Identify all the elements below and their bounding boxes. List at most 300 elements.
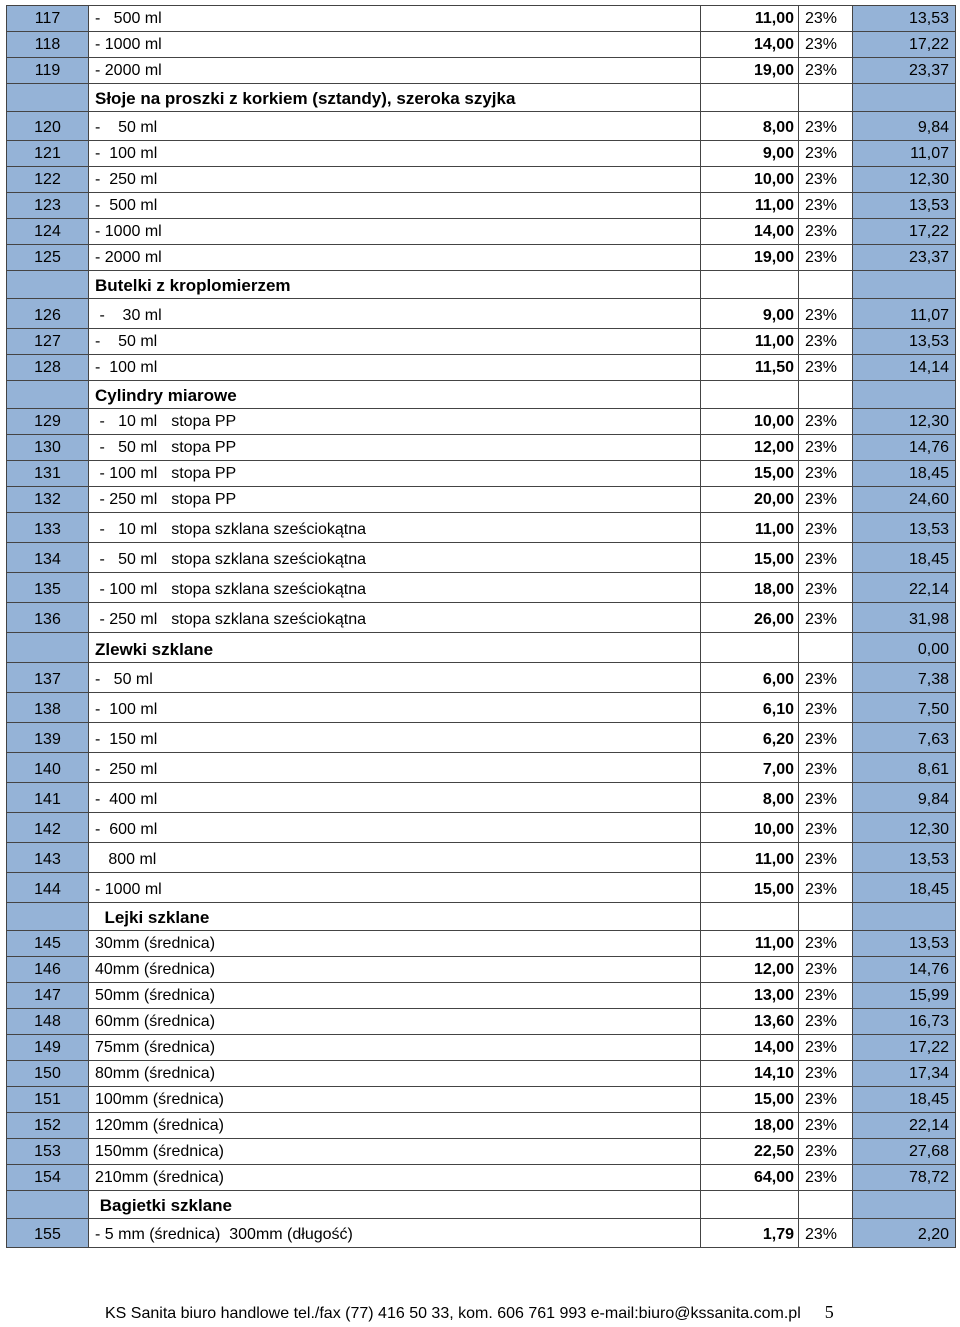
- vat-rate-cell: 23%: [799, 487, 853, 513]
- gross-price-cell: 17,22: [853, 1035, 956, 1061]
- description-cell: [89, 329, 701, 355]
- gross-price-cell: 16,73: [853, 1009, 956, 1035]
- description-text: 150mm (średnica): [95, 1143, 224, 1160]
- category-title: [89, 84, 701, 112]
- net-price-cell: 10,00: [701, 167, 799, 193]
- item-number-cell: 149: [7, 1035, 89, 1061]
- vat-rate-cell: [799, 633, 853, 663]
- table-row: [7, 1165, 956, 1191]
- net-price-cell: 12,00: [701, 435, 799, 461]
- vat-rate-cell: [799, 903, 853, 931]
- price-table: [6, 5, 956, 1248]
- table-row: [7, 753, 956, 783]
- description-text: Butelki z kroplomierzem: [95, 276, 291, 295]
- vat-rate-cell: 23%: [799, 329, 853, 355]
- vat-rate-cell: 23%: [799, 813, 853, 843]
- vat-rate-cell: 23%: [799, 299, 853, 329]
- item-number-cell: [7, 84, 89, 112]
- table-row: [7, 1113, 956, 1139]
- description-cell: [89, 487, 701, 513]
- net-price-cell: [701, 381, 799, 409]
- table-row: [7, 1219, 956, 1248]
- net-price-cell: 14,00: [701, 1035, 799, 1061]
- table-row: [7, 1035, 956, 1061]
- category-row: [7, 84, 956, 112]
- description-cell: [89, 957, 701, 983]
- vat-rate-cell: 23%: [799, 983, 853, 1009]
- description-text: - 150 ml: [95, 731, 158, 748]
- description-cell: [89, 141, 701, 167]
- table-row: [7, 723, 956, 753]
- description-cell: [89, 409, 701, 435]
- gross-price-cell: 18,45: [853, 873, 956, 903]
- table-row: [7, 513, 956, 543]
- gross-price-cell: 23,37: [853, 245, 956, 271]
- gross-price-cell: 14,76: [853, 435, 956, 461]
- gross-price-cell: 13,53: [853, 513, 956, 543]
- gross-price-cell: 18,45: [853, 461, 956, 487]
- table-row: [7, 813, 956, 843]
- table-row: [7, 603, 956, 633]
- description-cell: [89, 355, 701, 381]
- vat-rate-cell: 23%: [799, 723, 853, 753]
- net-price-cell: 8,00: [701, 112, 799, 141]
- item-number-cell: 141: [7, 783, 89, 813]
- net-price-cell: 19,00: [701, 245, 799, 271]
- vat-rate-cell: 23%: [799, 1009, 853, 1035]
- description-text: - 250 ml: [95, 611, 158, 628]
- gross-price-cell: 9,84: [853, 112, 956, 141]
- description-text: Cylindry miarowe: [95, 386, 237, 405]
- net-price-cell: [701, 903, 799, 931]
- gross-price-cell: 13,53: [853, 6, 956, 32]
- gross-price-cell: 12,30: [853, 167, 956, 193]
- description-cell: [89, 603, 701, 633]
- vat-rate-cell: 23%: [799, 245, 853, 271]
- description-text: - 500 ml: [95, 197, 158, 214]
- item-number-cell: 138: [7, 693, 89, 723]
- gross-price-cell: 7,50: [853, 693, 956, 723]
- item-number-cell: 140: [7, 753, 89, 783]
- vat-rate-cell: 23%: [799, 1165, 853, 1191]
- net-price-cell: 22,50: [701, 1139, 799, 1165]
- category-title: [89, 633, 701, 663]
- footer-contact-text: KS Sanita biuro handlowe tel./fax (77) 416 50 33, kom. 606 761 993 e-mail:biuro@kssanita.com.pl: [105, 1305, 801, 1322]
- vat-rate-cell: 23%: [799, 873, 853, 903]
- gross-price-cell: 17,22: [853, 32, 956, 58]
- description-text: - 1000 ml: [95, 223, 162, 240]
- vat-rate-cell: 23%: [799, 1113, 853, 1139]
- table-row: [7, 409, 956, 435]
- net-price-cell: 11,00: [701, 6, 799, 32]
- gross-price-cell: 8,61: [853, 753, 956, 783]
- net-price-cell: 6,20: [701, 723, 799, 753]
- gross-price-cell: 11,07: [853, 141, 956, 167]
- item-number-cell: 145: [7, 931, 89, 957]
- net-price-cell: 8,00: [701, 783, 799, 813]
- description-cell: [89, 1061, 701, 1087]
- gross-price-cell: 24,60: [853, 487, 956, 513]
- description-cell: [89, 783, 701, 813]
- description-cell: [89, 219, 701, 245]
- table-row: [7, 783, 956, 813]
- net-price-cell: 19,00: [701, 58, 799, 84]
- item-number-cell: [7, 381, 89, 409]
- vat-rate-cell: 23%: [799, 409, 853, 435]
- table-row: [7, 663, 956, 693]
- vat-rate-cell: [799, 271, 853, 299]
- item-number-cell: 142: [7, 813, 89, 843]
- description-cell: [89, 1035, 701, 1061]
- vat-rate-cell: 23%: [799, 1035, 853, 1061]
- description-text: - 50 ml: [95, 333, 158, 350]
- description-cell: [89, 983, 701, 1009]
- description-text: 75mm (średnica): [95, 1039, 216, 1056]
- category-row: [7, 903, 956, 931]
- net-price-cell: 7,00: [701, 753, 799, 783]
- table-row: [7, 245, 956, 271]
- description-text: - 10 ml: [95, 521, 158, 538]
- vat-rate-cell: 23%: [799, 543, 853, 573]
- base-type-text: stopa szklana sześciokątna: [171, 611, 367, 628]
- gross-price-cell: 17,34: [853, 1061, 956, 1087]
- description-text: - 5 mm (średnica) 300mm (długość): [95, 1226, 353, 1243]
- table-row: [7, 6, 956, 32]
- description-text: - 250 ml: [95, 761, 158, 778]
- page-number: 5: [824, 1302, 834, 1322]
- vat-rate-cell: 23%: [799, 843, 853, 873]
- vat-rate-cell: 23%: [799, 753, 853, 783]
- description-cell: [89, 1219, 701, 1248]
- net-price-cell: 15,00: [701, 873, 799, 903]
- table-row: [7, 112, 956, 141]
- description-cell: [89, 1087, 701, 1113]
- vat-rate-cell: 23%: [799, 219, 853, 245]
- item-number-cell: 147: [7, 983, 89, 1009]
- gross-price-cell: [853, 1191, 956, 1219]
- description-cell: [89, 931, 701, 957]
- page-footer: [105, 1302, 834, 1323]
- description-text: 40mm (średnica): [95, 961, 216, 978]
- table-row: [7, 1139, 956, 1165]
- gross-price-cell: 13,53: [853, 843, 956, 873]
- table-row: [7, 58, 956, 84]
- gross-price-cell: 17,22: [853, 219, 956, 245]
- gross-price-cell: 18,45: [853, 1087, 956, 1113]
- description-text: 100mm (średnica): [95, 1091, 224, 1108]
- gross-price-cell: 18,45: [853, 543, 956, 573]
- description-text: - 50 ml: [95, 671, 153, 688]
- item-number-cell: 139: [7, 723, 89, 753]
- gross-price-cell: 7,38: [853, 663, 956, 693]
- net-price-cell: 10,00: [701, 813, 799, 843]
- table-row: [7, 573, 956, 603]
- item-number-cell: 129: [7, 409, 89, 435]
- gross-price-cell: 22,14: [853, 1113, 956, 1139]
- net-price-cell: 13,60: [701, 1009, 799, 1035]
- net-price-cell: 1,79: [701, 1219, 799, 1248]
- net-price-cell: 11,00: [701, 193, 799, 219]
- gross-price-cell: 78,72: [853, 1165, 956, 1191]
- net-price-cell: 11,00: [701, 931, 799, 957]
- gross-price-cell: [853, 84, 956, 112]
- item-number-cell: 154: [7, 1165, 89, 1191]
- item-number-cell: 155: [7, 1219, 89, 1248]
- table-row: [7, 167, 956, 193]
- description-cell: [89, 461, 701, 487]
- item-number-cell: [7, 633, 89, 663]
- gross-price-cell: 27,68: [853, 1139, 956, 1165]
- net-price-cell: 13,00: [701, 983, 799, 1009]
- table-row: [7, 193, 956, 219]
- gross-price-cell: 11,07: [853, 299, 956, 329]
- table-row: [7, 487, 956, 513]
- net-price-cell: 9,00: [701, 141, 799, 167]
- vat-rate-cell: 23%: [799, 167, 853, 193]
- description-cell: [89, 693, 701, 723]
- item-number-cell: 136: [7, 603, 89, 633]
- net-price-cell: 26,00: [701, 603, 799, 633]
- vat-rate-cell: 23%: [799, 435, 853, 461]
- item-number-cell: [7, 271, 89, 299]
- net-price-cell: [701, 84, 799, 112]
- net-price-cell: 14,00: [701, 32, 799, 58]
- vat-rate-cell: 23%: [799, 957, 853, 983]
- description-text: - 2000 ml: [95, 62, 162, 79]
- description-cell: [89, 873, 701, 903]
- net-price-cell: [701, 633, 799, 663]
- description-cell: [89, 435, 701, 461]
- item-number-cell: 153: [7, 1139, 89, 1165]
- vat-rate-cell: 23%: [799, 1139, 853, 1165]
- item-number-cell: 127: [7, 329, 89, 355]
- table-row: [7, 1087, 956, 1113]
- gross-price-cell: [853, 271, 956, 299]
- base-type-text: stopa PP: [171, 465, 237, 482]
- description-text: 30mm (średnica): [95, 935, 216, 952]
- description-cell: [89, 58, 701, 84]
- description-text: 60mm (średnica): [95, 1013, 216, 1030]
- net-price-cell: 15,00: [701, 1087, 799, 1113]
- description-cell: [89, 193, 701, 219]
- gross-price-cell: 13,53: [853, 931, 956, 957]
- description-text: Słoje na proszki z korkiem (sztandy), szeroka szyjka: [95, 89, 516, 108]
- description-text: - 1000 ml: [95, 36, 162, 53]
- description-cell: [89, 112, 701, 141]
- description-cell: [89, 32, 701, 58]
- vat-rate-cell: 23%: [799, 1087, 853, 1113]
- description-cell: [89, 513, 701, 543]
- vat-rate-cell: 23%: [799, 58, 853, 84]
- table-row: [7, 435, 956, 461]
- item-number-cell: 151: [7, 1087, 89, 1113]
- vat-rate-cell: [799, 84, 853, 112]
- description-cell: [89, 843, 701, 873]
- gross-price-cell: 23,37: [853, 58, 956, 84]
- item-number-cell: 123: [7, 193, 89, 219]
- net-price-cell: 11,50: [701, 355, 799, 381]
- net-price-cell: [701, 271, 799, 299]
- item-number-cell: 122: [7, 167, 89, 193]
- description-cell: [89, 1165, 701, 1191]
- net-price-cell: 15,00: [701, 543, 799, 573]
- item-number-cell: 135: [7, 573, 89, 603]
- net-price-cell: 64,00: [701, 1165, 799, 1191]
- category-title: [89, 381, 701, 409]
- category-row: [7, 1191, 956, 1219]
- vat-rate-cell: 23%: [799, 193, 853, 219]
- table-row: [7, 141, 956, 167]
- description-text: - 400 ml: [95, 791, 158, 808]
- category-row: [7, 381, 956, 409]
- description-text: 50mm (średnica): [95, 987, 216, 1004]
- item-number-cell: [7, 1191, 89, 1219]
- table-row: [7, 873, 956, 903]
- table-row: [7, 219, 956, 245]
- gross-price-cell: 13,53: [853, 329, 956, 355]
- item-number-cell: 132: [7, 487, 89, 513]
- item-number-cell: 143: [7, 843, 89, 873]
- description-cell: [89, 543, 701, 573]
- vat-rate-cell: 23%: [799, 32, 853, 58]
- description-cell: [89, 167, 701, 193]
- item-number-cell: 137: [7, 663, 89, 693]
- base-type-text: stopa PP: [171, 413, 237, 430]
- base-type-text: stopa szklana sześciokątna: [171, 581, 367, 598]
- gross-price-cell: 9,84: [853, 783, 956, 813]
- description-text: - 50 ml: [95, 439, 158, 456]
- item-number-cell: 118: [7, 32, 89, 58]
- gross-price-cell: 31,98: [853, 603, 956, 633]
- vat-rate-cell: 23%: [799, 931, 853, 957]
- gross-price-cell: [853, 903, 956, 931]
- description-cell: [89, 573, 701, 603]
- gross-price-cell: 12,30: [853, 409, 956, 435]
- net-price-cell: 11,00: [701, 329, 799, 355]
- description-text: 210mm (średnica): [95, 1169, 224, 1186]
- base-type-text: stopa szklana sześciokątna: [171, 551, 367, 568]
- description-cell: [89, 723, 701, 753]
- vat-rate-cell: [799, 1191, 853, 1219]
- gross-price-cell: 14,76: [853, 957, 956, 983]
- item-number-cell: 120: [7, 112, 89, 141]
- description-text: - 500 ml: [95, 10, 162, 27]
- table-row: [7, 461, 956, 487]
- description-text: - 250 ml: [95, 491, 158, 508]
- table-row: [7, 329, 956, 355]
- net-price-cell: 6,10: [701, 693, 799, 723]
- net-price-cell: [701, 1191, 799, 1219]
- description-cell: [89, 1139, 701, 1165]
- description-cell: [89, 663, 701, 693]
- description-cell: [89, 299, 701, 329]
- base-type-text: stopa szklana sześciokątna: [171, 521, 367, 538]
- net-price-cell: 6,00: [701, 663, 799, 693]
- item-number-cell: 125: [7, 245, 89, 271]
- item-number-cell: 150: [7, 1061, 89, 1087]
- base-type-text: stopa PP: [171, 491, 237, 508]
- description-text: - 30 ml: [95, 307, 162, 324]
- item-number-cell: 121: [7, 141, 89, 167]
- base-type-text: stopa PP: [171, 439, 237, 456]
- net-price-cell: 12,00: [701, 957, 799, 983]
- gross-price-cell: 14,14: [853, 355, 956, 381]
- vat-rate-cell: 23%: [799, 513, 853, 543]
- category-title: [89, 271, 701, 299]
- category-row: [7, 633, 956, 663]
- description-text: - 50 ml: [95, 551, 158, 568]
- net-price-cell: 9,00: [701, 299, 799, 329]
- description-text: Lejki szklane: [95, 908, 210, 927]
- description-cell: [89, 1009, 701, 1035]
- net-price-cell: 11,00: [701, 513, 799, 543]
- table-row: [7, 957, 956, 983]
- description-text: - 600 ml: [95, 821, 158, 838]
- item-number-cell: 144: [7, 873, 89, 903]
- net-price-cell: 10,00: [701, 409, 799, 435]
- category-title: [89, 1191, 701, 1219]
- description-text: - 50 ml: [95, 119, 158, 136]
- gross-price-cell: 12,30: [853, 813, 956, 843]
- price-table-body: [7, 6, 956, 1248]
- item-number-cell: 133: [7, 513, 89, 543]
- description-text: - 100 ml: [95, 145, 158, 162]
- item-number-cell: 124: [7, 219, 89, 245]
- vat-rate-cell: 23%: [799, 603, 853, 633]
- table-row: [7, 32, 956, 58]
- description-text: - 100 ml: [95, 701, 158, 718]
- description-cell: [89, 813, 701, 843]
- net-price-cell: 15,00: [701, 461, 799, 487]
- vat-rate-cell: 23%: [799, 355, 853, 381]
- table-row: [7, 693, 956, 723]
- category-title: [89, 903, 701, 931]
- gross-price-cell: 2,20: [853, 1219, 956, 1248]
- category-row: [7, 271, 956, 299]
- net-price-cell: 18,00: [701, 573, 799, 603]
- net-price-cell: 14,10: [701, 1061, 799, 1087]
- item-number-cell: 134: [7, 543, 89, 573]
- vat-rate-cell: 23%: [799, 1219, 853, 1248]
- gross-price-cell: 7,63: [853, 723, 956, 753]
- table-row: [7, 543, 956, 573]
- item-number-cell: [7, 903, 89, 931]
- description-cell: [89, 753, 701, 783]
- gross-price-cell: 13,53: [853, 193, 956, 219]
- description-cell: [89, 1113, 701, 1139]
- net-price-cell: 14,00: [701, 219, 799, 245]
- description-text: - 1000 ml: [95, 881, 162, 898]
- description-text: - 2000 ml: [95, 249, 162, 266]
- table-row: [7, 299, 956, 329]
- description-cell: [89, 245, 701, 271]
- item-number-cell: 152: [7, 1113, 89, 1139]
- item-number-cell: 130: [7, 435, 89, 461]
- table-row: [7, 1061, 956, 1087]
- item-number-cell: 119: [7, 58, 89, 84]
- description-text: - 250 ml: [95, 171, 158, 188]
- item-number-cell: 128: [7, 355, 89, 381]
- gross-price-cell: [853, 381, 956, 409]
- description-text: - 100 ml: [95, 359, 158, 376]
- description-text: 80mm (średnica): [95, 1065, 216, 1082]
- vat-rate-cell: 23%: [799, 112, 853, 141]
- description-text: Zlewki szklane: [95, 640, 214, 659]
- item-number-cell: 148: [7, 1009, 89, 1035]
- table-row: [7, 1009, 956, 1035]
- net-price-cell: 11,00: [701, 843, 799, 873]
- item-number-cell: 117: [7, 6, 89, 32]
